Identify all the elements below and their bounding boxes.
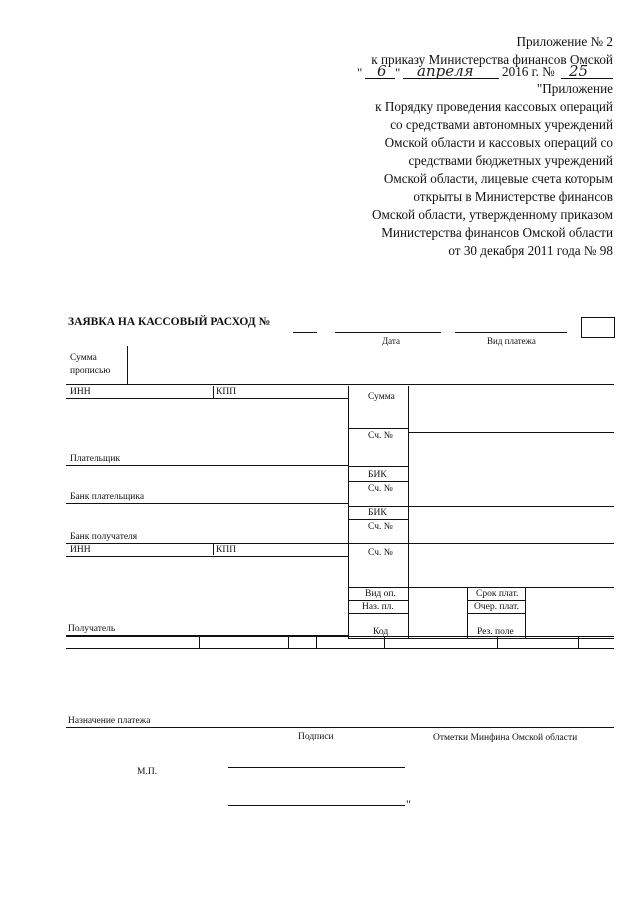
reserve-field-label: Рез. поле — [477, 627, 514, 637]
signature-line-1 — [228, 767, 405, 768]
procedure-line-4: средствами бюджетных учреждений — [408, 153, 613, 168]
order-reference: к приказу Министерства финансов Омской — [371, 52, 613, 67]
procedure-line-8: Министерства финансов Омской области — [381, 225, 613, 240]
order-number: 25 — [569, 62, 589, 80]
signatures-label: Подписи — [298, 732, 334, 742]
payer-inn-label: ИНН — [70, 387, 91, 397]
recipient-bank-bik-label: БИК — [368, 508, 387, 518]
procedure-line-5: Омской области, лицевые счета которым — [383, 171, 613, 186]
procedure-line-7: Омской области, утвержденному приказом — [372, 207, 613, 222]
procedure-line-1: к Порядку проведения кассовых операций — [375, 99, 613, 114]
order-date-line: " 6 " апреля 2016 г. № 25 — [357, 62, 613, 82]
stamp-label: М.П. — [137, 767, 158, 777]
payment-purpose-label: Назначение платежа — [68, 716, 151, 726]
payer-bank-bik-label: БИК — [368, 470, 387, 480]
payment-order-label: Очер. плат. — [474, 602, 519, 612]
recipient-bank-account-label: Сч. № — [368, 522, 393, 532]
order-date-month: апреля — [417, 62, 474, 80]
recipient-inn-label: ИНН — [70, 545, 91, 555]
closing-quote: " — [406, 797, 411, 811]
payer-account-label: Сч. № — [368, 431, 393, 441]
procedure-line-3: Омской области и кассовых операций со — [384, 135, 613, 150]
procedure-line-9: от 30 декабря 2011 года № 98 — [448, 243, 613, 258]
recipient-bank-label: Банк получателя — [70, 532, 138, 542]
date-caption: Дата — [382, 336, 400, 346]
payer-bank-label: Банк плательщика — [70, 492, 145, 502]
codes-row-bottom — [66, 648, 614, 649]
form-number-line — [293, 332, 317, 333]
codes-row-top — [66, 636, 614, 637]
order-date-day: 6 — [377, 62, 387, 80]
code-label: Код — [373, 627, 389, 637]
payment-type-caption: Вид платежа — [487, 336, 536, 346]
appendix-title: "Приложение — [536, 81, 613, 96]
recipient-label: Получатель — [68, 624, 116, 634]
signature-line-2 — [228, 805, 405, 806]
op-type-label: Вид оп. — [365, 589, 396, 599]
payer-bank-account-label: Сч. № — [368, 484, 393, 494]
form-title: ЗАЯВКА НА КАССОВЫЙ РАСХОД № — [68, 316, 271, 328]
recipient-account-label: Сч. № — [368, 548, 393, 558]
date-line — [335, 332, 441, 333]
payer-kpp-label: КПП — [216, 387, 237, 397]
amount-words-label: Сумма прописью — [70, 353, 111, 376]
appendix-number: Приложение № 2 — [516, 34, 613, 49]
procedure-line-2: со средствами автономных учреждений — [390, 117, 613, 132]
minfin-marks-label: Отметки Минфина Омской области — [433, 733, 578, 743]
form-code-box — [581, 317, 615, 338]
payer-label: Плательщик — [70, 454, 121, 464]
recipient-kpp-label: КПП — [216, 545, 237, 555]
procedure-line-6: открыты в Министерстве финансов — [413, 189, 613, 204]
amount-label: Сумма — [368, 392, 395, 402]
payment-term-label: Срок плат. — [476, 589, 519, 599]
middle-column-right — [408, 386, 409, 638]
payment-type-line — [455, 332, 567, 333]
order-year-label: 2016 г. № — [502, 64, 555, 79]
payment-purpose-code-label: Наз. пл. — [362, 602, 394, 612]
